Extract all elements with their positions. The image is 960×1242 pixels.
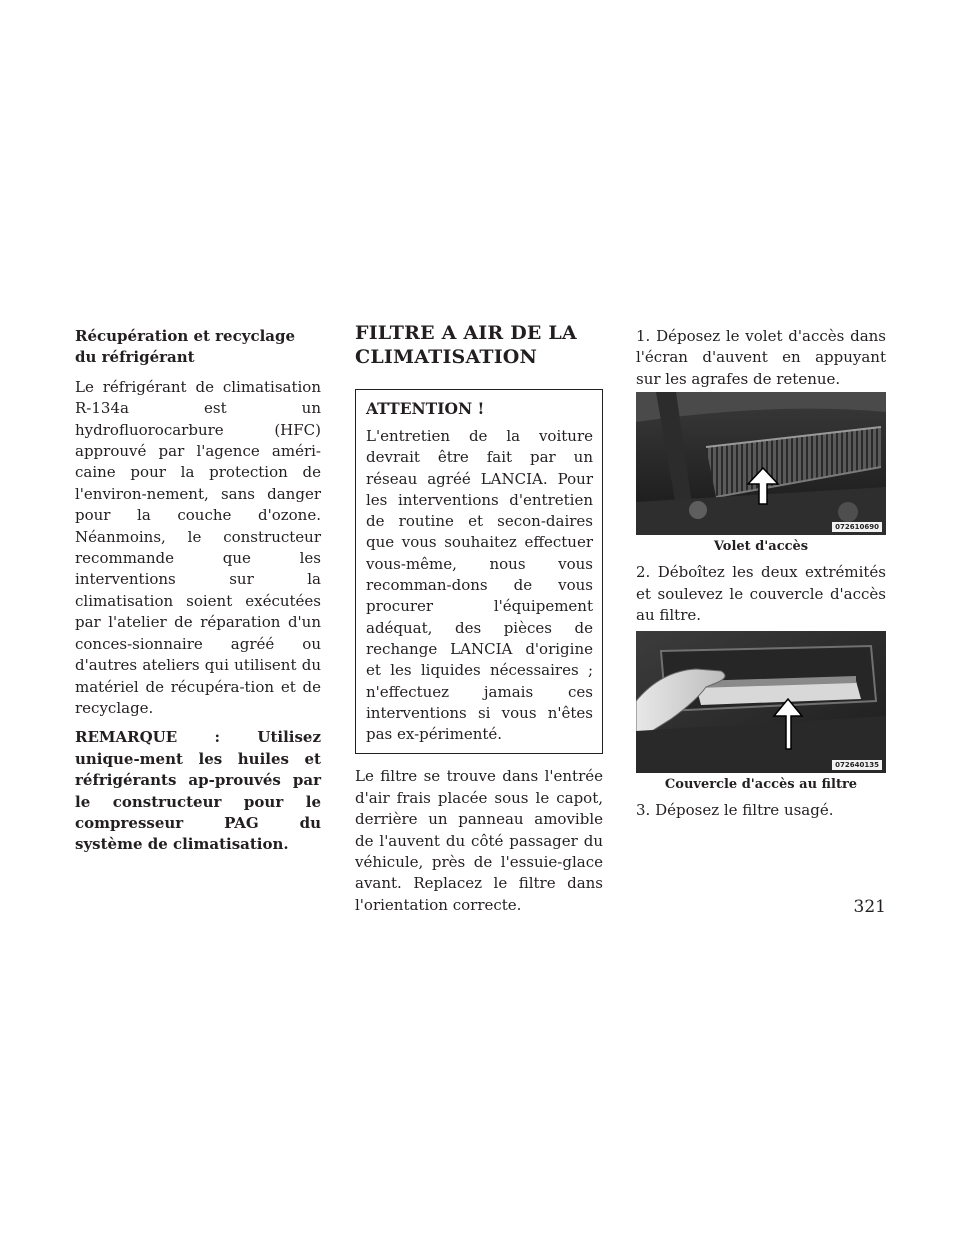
access-door-photo bbox=[636, 392, 886, 535]
column-right bbox=[636, 326, 886, 822]
page-number: 321 bbox=[853, 897, 886, 917]
warning-box bbox=[355, 389, 603, 754]
note-paragraph: REMARQUE : Utilisez unique-ment les huiles et réfrigérants ap-prouvés par le constructeur pour le compresseur PAG du système de climatisation. bbox=[75, 728, 321, 854]
figure-filter-cover bbox=[636, 631, 886, 773]
column-left bbox=[75, 326, 321, 856]
step-3: 3. Déposez le filtre usagé. bbox=[636, 801, 834, 820]
step-1: 1. Déposez le volet d'accès dans l'écran d'auvent en appuyant sur les agrafes de retenue. bbox=[636, 327, 886, 388]
figure-caption: Volet d'accès bbox=[713, 539, 809, 555]
figure-caption: Couvercle d'accès au filtre bbox=[664, 777, 858, 793]
filter-location-paragraph: Le filtre se trouve dans l'entrée d'air frais placée sous le capot, derrière un panneau amovible de l'auvent du côté passager du véhicule, près de l'essuie-glace avant. Replacez le filtre dans l'orientation correcte. bbox=[355, 767, 603, 914]
figure-access-door bbox=[636, 392, 886, 535]
warning-text: L'entretien de la voiture devrait être fait par un réseau agréé LANCIA. Pour les interventions d'entretien de routine et secon-daires que vous souhaitez effectuer vous-même, nous vous recomman-dons de vous procurer l'équipement adéquat, des pièces de rechange LANCIA d'origine et les liquides nécessaires ; n'effectuez jamais ces interventions si vous n'êtes pas ex-périmenté. bbox=[366, 427, 593, 744]
step-2: 2. Déboîtez les deux extrémités et soulevez le couvercle d'accès au filtre. bbox=[636, 563, 886, 625]
refrigerant-paragraph: Le réfrigérant de climatisation R-134a est un hydrofluorocarbure (HFC) approuvé par l'agence améri-caine pour la protection de l'environ-nement, sans danger pour la couche d'ozone. Néanmoins, le constructeur recommande que les interventions sur la climatisation soient exécutées par l'atelier de réparation d'un conces-sionnaire agréé ou d'autres ateliers qui utilisent du matériel de récupéra-tion et de recyclage. bbox=[75, 377, 321, 717]
section-heading: Récupération et recyclage du réfrigérant bbox=[75, 327, 296, 367]
column-middle bbox=[355, 322, 603, 916]
figure-code: 072640135 bbox=[832, 760, 882, 770]
warning-title: ATTENTION ! bbox=[366, 399, 485, 418]
figure-code: 072610690 bbox=[832, 522, 882, 532]
filter-cover-photo bbox=[636, 631, 886, 773]
section-title: FILTRE A AIR DE LA CLIMATISATION bbox=[355, 322, 577, 368]
